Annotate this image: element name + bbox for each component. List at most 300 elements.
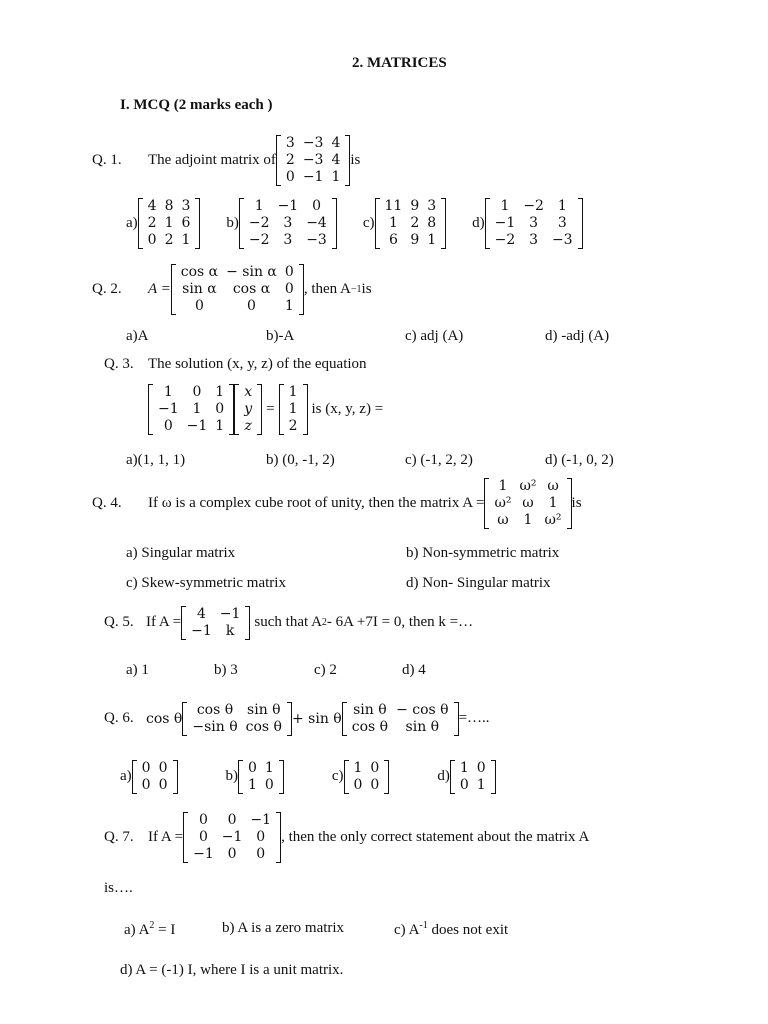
matrix-cell: 3 (529, 232, 539, 248)
q5-option-b[interactable]: b) 3 (214, 662, 238, 678)
matrix-table (490, 478, 565, 529)
matrix-table (456, 760, 490, 794)
matrix-cell: x (244, 384, 253, 400)
q2-option-b[interactable]: b)-A (266, 328, 295, 344)
q7-option-d[interactable]: d) A = (-1) I, where I is a unit matrix. (120, 962, 344, 978)
matrix-cell: 1 (388, 215, 398, 231)
matrix-cell: ω (497, 512, 509, 528)
matrix-cell: 3 (283, 215, 293, 231)
question-text-end: , then the only correct statement about the matrix A (281, 828, 590, 845)
left-bracket (148, 384, 153, 435)
left-bracket (138, 198, 143, 249)
matrix-cell: 4 (147, 198, 157, 214)
matrix-row (138, 760, 172, 777)
matrix-cell: − sin α (226, 264, 277, 280)
left-bracket (239, 198, 244, 249)
matrix-row (188, 702, 286, 719)
matrix-cell: 0 (459, 777, 469, 793)
matrix-row (189, 812, 275, 829)
matrix (183, 812, 281, 863)
question-7 (104, 812, 589, 863)
matrix-cell: 0 (476, 760, 486, 776)
option-matrix (450, 760, 496, 794)
option-text-end: = I (154, 922, 176, 938)
matrix-cell: −sin θ (192, 719, 238, 735)
matrix-cell: −1 (277, 198, 299, 214)
matrix-row (285, 401, 302, 418)
left-bracket (171, 264, 176, 315)
matrix-table (285, 384, 302, 435)
matrix-row (189, 846, 275, 863)
matrix-cell: 3 (427, 198, 437, 214)
matrix-cell: −1 (191, 623, 212, 639)
question-text-end: - 6A +7I = 0, then k =… (326, 614, 474, 631)
matrix-cell: 9 (410, 198, 420, 214)
matrix-row (490, 512, 565, 529)
matrix-table (188, 702, 286, 736)
option-label: a) (126, 214, 138, 231)
cos-theta: cos θ (146, 710, 183, 727)
question-number: Q. 3. (104, 356, 134, 372)
matrix-cell: −1 (494, 215, 516, 231)
matrix-cell: 2 (285, 152, 295, 168)
matrix-table (348, 702, 453, 736)
matrix-cell: 2 (288, 418, 298, 434)
matrix-row (282, 169, 344, 186)
option-matrix (138, 198, 201, 249)
matrix-cell: −1 (219, 606, 241, 622)
left-bracket (132, 760, 137, 794)
coefficient-matrix (148, 384, 234, 435)
variable-vector (234, 384, 262, 435)
matrix-row (381, 198, 441, 215)
matrix-row (144, 232, 195, 249)
matrix-row (381, 215, 441, 232)
matrix-cell: 0 (248, 760, 257, 776)
question-text-end: is (350, 151, 361, 168)
matrix-cell: 1 (248, 777, 257, 793)
left-bracket (342, 702, 347, 736)
matrix-cell: ω² (519, 478, 537, 494)
left-bracket (450, 760, 455, 794)
matrix-table (187, 606, 244, 640)
matrix-cell: 0 (353, 777, 363, 793)
matrix-cell: 1 (500, 198, 510, 214)
matrix-row (285, 418, 302, 435)
matrix-cell: −2 (248, 215, 270, 231)
matrix-table (144, 198, 195, 249)
matrix-row (244, 777, 278, 794)
right-bracket (245, 606, 250, 640)
matrix-cell: k (225, 623, 235, 639)
q3-option-a[interactable]: a)(1, 1, 1) (126, 452, 186, 468)
matrix-row (245, 198, 331, 215)
matrix-cell: 0 (199, 812, 208, 828)
question-number: Q. 1. (92, 151, 122, 168)
question-text-cont: such that A (254, 614, 322, 631)
option-matrix (239, 198, 337, 249)
matrix-cell: −3 (302, 135, 324, 151)
q1-option-c[interactable] (363, 198, 446, 249)
option-label: d) (472, 214, 485, 231)
matrix-row (381, 232, 441, 249)
q1-options (126, 198, 583, 249)
matrix-cell: cos α (180, 264, 219, 280)
option-matrix (238, 760, 284, 794)
question-text: , then A (303, 280, 351, 297)
matrix-table (244, 760, 278, 794)
matrix-cell: 1 (164, 215, 174, 231)
matrix-cell: 0 (158, 777, 168, 793)
right-bracket (257, 384, 262, 435)
matrix-cell: ω (547, 478, 559, 494)
matrix-cell: −1 (193, 846, 214, 862)
matrix-row (491, 198, 577, 215)
matrix-cell: 1 (288, 401, 298, 417)
question-text: If ω is a complex cube root of unity, then the matrix A = (148, 494, 485, 511)
option-text: a) A (124, 922, 150, 938)
left-bracket (181, 606, 186, 640)
matrix-cell: −4 (306, 215, 327, 231)
matrix-row (282, 135, 344, 152)
matrix-table (381, 198, 441, 249)
matrix-cell: sin θ (247, 702, 281, 718)
matrix-cell: 0 (312, 198, 321, 214)
q3-option-c[interactable]: c) (-1, 2, 2) (405, 452, 473, 468)
matrix-cell: −1 (158, 401, 179, 417)
question-lhs: A = (148, 280, 171, 297)
q6-option-a[interactable] (120, 760, 178, 794)
matrix-2 (342, 702, 459, 736)
constant-vector (279, 384, 308, 435)
matrix-cell: −1 (250, 812, 272, 828)
matrix-cell: 1 (523, 512, 533, 528)
matrix-cell: ω² (494, 495, 512, 511)
left-bracket (276, 135, 281, 186)
matrix-cell: 0 (141, 760, 151, 776)
matrix-row (154, 418, 228, 435)
matrix-row (244, 760, 278, 777)
option-matrix (375, 198, 447, 249)
matrix-cell: 8 (164, 198, 174, 214)
matrix-table (240, 384, 256, 435)
matrix-cell: 0 (141, 777, 151, 793)
matrix-cell: 2 (164, 232, 174, 248)
matrix-cell: 1 (215, 384, 225, 400)
q2-option-a[interactable]: a)A (126, 328, 149, 344)
q6-option-b[interactable] (226, 760, 284, 794)
matrix-cell: 1 (254, 198, 264, 214)
q7-option-b[interactable]: b) A is a zero matrix (222, 920, 345, 936)
matrix-cell: 0 (284, 264, 294, 280)
matrix (276, 135, 350, 186)
matrix-cell: −1 (221, 829, 243, 845)
left-bracket (234, 384, 239, 435)
matrix-cell: −2 (248, 232, 270, 248)
matrix-table (491, 198, 577, 249)
question-6 (104, 702, 490, 736)
matrix-cell: 1 (163, 384, 173, 400)
matrix-cell: 3 (181, 198, 191, 214)
matrix-table (282, 135, 344, 186)
matrix-table (138, 760, 172, 794)
matrix-cell: 0 (247, 298, 256, 314)
matrix-cell: cos θ (351, 719, 389, 735)
right-bracket (332, 198, 337, 249)
question-number: Q. 4. (92, 494, 122, 511)
right-bracket (491, 760, 496, 794)
matrix-cell: 0 (194, 298, 204, 314)
left-bracket (344, 760, 349, 794)
matrix-row (138, 777, 172, 794)
option-label: c) (331, 768, 344, 785)
option-label: c) (362, 214, 375, 231)
matrix-cell: y (244, 401, 253, 417)
matrix-cell: −3 (306, 232, 327, 248)
matrix-cell: 1 (548, 495, 558, 511)
matrix-cell: −3 (551, 232, 573, 248)
matrix-row (490, 495, 565, 512)
q6-option-d[interactable] (437, 760, 495, 794)
question-text-end: =….. (458, 710, 490, 727)
question-text-end: is (361, 280, 372, 297)
matrix-row (144, 198, 195, 215)
matrix-cell: 1 (557, 198, 567, 214)
matrix-cell: 0 (370, 760, 380, 776)
matrix-cell: sin θ (405, 719, 440, 735)
question-text: The solution (x, y, z) of the equation (148, 356, 367, 372)
q4-option-b[interactable]: b) Non-symmetric matrix (406, 545, 560, 561)
matrix-cell: 0 (163, 418, 173, 434)
q2-option-c[interactable]: c) adj (A) (405, 328, 464, 344)
q5-option-c[interactable]: c) 2 (314, 662, 337, 678)
matrix-cell: 8 (427, 215, 437, 231)
matrix-row (490, 478, 565, 495)
matrix-row (491, 215, 577, 232)
matrix-cell: 6 (388, 232, 398, 248)
matrix-table (154, 384, 228, 435)
equals-sign: = (266, 400, 275, 417)
left-bracket (279, 384, 284, 435)
matrix-cell: 0 (192, 384, 202, 400)
matrix-row (188, 719, 286, 736)
matrix-cell: 11 (384, 198, 403, 214)
matrix-table (245, 198, 331, 249)
matrix-row (350, 760, 384, 777)
left-bracket (183, 812, 188, 863)
question-number: Q. 5. (104, 614, 134, 631)
matrix-cell: 0 (199, 829, 208, 845)
question-7-continuation: is…. (104, 880, 133, 896)
matrix-row (177, 264, 298, 281)
matrix-cell: 3 (557, 215, 567, 231)
right-bracket (384, 760, 389, 794)
option-text-end: does not exit (427, 922, 509, 938)
question-4 (92, 478, 582, 529)
question-text-end: is (571, 494, 582, 511)
question-5 (104, 606, 473, 640)
matrix-row (282, 152, 344, 169)
matrix-cell: 1 (215, 418, 225, 434)
matrix-cell: 1 (181, 232, 191, 248)
matrix-cell: 0 (285, 169, 295, 185)
matrix-cell: ω² (544, 512, 562, 528)
matrix-cell: cos α (232, 281, 271, 297)
plus-sin-theta: + sin θ (291, 710, 342, 727)
matrix-table (350, 760, 384, 794)
q6-options (120, 760, 496, 794)
matrix-cell: sin θ (353, 702, 387, 718)
page-title: 2. MATRICES (352, 55, 447, 71)
matrix-cell: 4 (197, 606, 206, 622)
matrix-cell: 3 (529, 215, 539, 231)
q4-option-a[interactable]: a) Singular matrix (126, 545, 236, 561)
matrix-row (187, 606, 244, 623)
q3-option-b[interactable]: b) (0, -1, 2) (266, 452, 335, 468)
question-number: Q. 7. (104, 828, 134, 845)
question-number: Q. 2. (92, 280, 122, 297)
matrix-cell: 1 (288, 384, 298, 400)
matrix-cell: 1 (427, 232, 437, 248)
matrix-cell: 1 (476, 777, 486, 793)
matrix-row (245, 232, 331, 249)
right-bracket (441, 198, 446, 249)
option-matrix (344, 760, 390, 794)
matrix-cell: −1 (302, 169, 324, 185)
matrix-cell: 1 (498, 478, 508, 494)
matrix-row (285, 384, 302, 401)
matrix-cell: 1 (192, 401, 202, 417)
superscript: −1 (350, 283, 362, 295)
matrix-row (348, 719, 453, 736)
matrix-cell: − cos θ (396, 702, 449, 718)
matrix-row (187, 623, 244, 640)
question-2 (92, 264, 372, 315)
q2-option-d[interactable]: d) -adj (A) (545, 328, 610, 344)
matrix-cell: 1 (264, 760, 274, 776)
matrix-cell: 0 (147, 232, 157, 248)
option-text: c) A (394, 922, 420, 938)
matrix-cell: 0 (158, 760, 168, 776)
option-label: b) (225, 768, 238, 785)
q1-option-d[interactable] (472, 198, 582, 249)
left-bracket (182, 702, 187, 736)
matrix (171, 264, 304, 315)
matrix-cell: −2 (494, 232, 516, 248)
question-3 (104, 356, 367, 373)
matrix-cell: 1 (331, 169, 341, 185)
matrix-cell: 3 (285, 135, 295, 151)
q6-option-c[interactable] (332, 760, 390, 794)
q4-option-c[interactable]: c) Skew-symmetric matrix (126, 575, 286, 591)
matrix-row (491, 232, 577, 249)
left-bracket (238, 760, 243, 794)
matrix (181, 606, 250, 640)
right-bracket (578, 198, 583, 249)
matrix-row (154, 401, 228, 418)
option-label: d) (437, 768, 450, 785)
question-text: The adjoint matrix of (148, 151, 276, 168)
matrix-table (177, 264, 298, 315)
matrix-cell: 4 (331, 152, 341, 168)
matrix-cell: 4 (331, 135, 341, 151)
matrix-cell: 0 (370, 777, 380, 793)
option-matrix (485, 198, 583, 249)
q1-option-b[interactable] (226, 198, 336, 249)
matrix-row (240, 384, 256, 401)
matrix-cell: cos θ (245, 719, 282, 735)
q7-option-a[interactable] (124, 920, 175, 939)
q5-option-d[interactable]: d) 4 (402, 662, 426, 678)
matrix-row (456, 777, 490, 794)
matrix-cell: 1 (284, 298, 294, 314)
right-bracket (303, 384, 308, 435)
option-label: b) (226, 214, 239, 231)
matrix-row (177, 298, 298, 315)
matrix-cell: 0 (227, 846, 237, 862)
matrix-cell: 1 (459, 760, 469, 776)
question-text-end: is (x, y, z) = (311, 400, 384, 417)
q7-option-c[interactable] (394, 920, 508, 939)
q1-option-a[interactable] (126, 198, 200, 249)
option-matrix (132, 760, 178, 794)
question-number: Q. 6. (104, 710, 134, 727)
matrix (484, 478, 571, 529)
matrix-cell: cos θ (196, 702, 234, 718)
matrix-row (245, 215, 331, 232)
matrix-row (456, 760, 490, 777)
question-text: If A = (146, 614, 182, 631)
question-1 (92, 135, 360, 186)
section-heading: I. MCQ (2 marks each ) (120, 97, 273, 113)
matrix-cell: 6 (181, 215, 191, 231)
matrix-cell: 3 (283, 232, 293, 248)
matrix-cell: 0 (284, 281, 294, 297)
superscript: 2 (149, 920, 155, 931)
right-bracket (195, 198, 200, 249)
matrix-cell: 0 (256, 829, 266, 845)
matrix-table (189, 812, 275, 863)
matrix-cell: 0 (256, 846, 266, 862)
q3-option-d[interactable]: d) (-1, 0, 2) (545, 452, 614, 468)
left-bracket (484, 478, 489, 529)
matrix-cell: 0 (215, 401, 225, 417)
left-bracket (375, 198, 380, 249)
matrix-row (348, 702, 453, 719)
option-label: a) (120, 768, 132, 785)
q3-equation (148, 384, 383, 435)
left-bracket (485, 198, 490, 249)
matrix-row (144, 215, 195, 232)
q5-option-a[interactable]: a) 1 (126, 662, 149, 678)
matrix-row (154, 384, 228, 401)
question-text: If A = (148, 828, 184, 845)
matrix-row (177, 281, 298, 298)
right-bracket (173, 760, 178, 794)
superscript: 2 (321, 617, 327, 629)
matrix-row (350, 777, 384, 794)
matrix-cell: 2 (147, 215, 157, 231)
matrix-cell: −3 (302, 152, 324, 168)
matrix-cell: ω (522, 495, 534, 511)
matrix-row (240, 401, 256, 418)
matrix-row (240, 418, 256, 435)
right-bracket (279, 760, 284, 794)
superscript: -1 (419, 920, 428, 931)
q4-option-d[interactable]: d) Non- Singular matrix (406, 575, 551, 591)
matrix-cell: sin α (182, 281, 217, 297)
matrix-cell: 1 (353, 760, 363, 776)
